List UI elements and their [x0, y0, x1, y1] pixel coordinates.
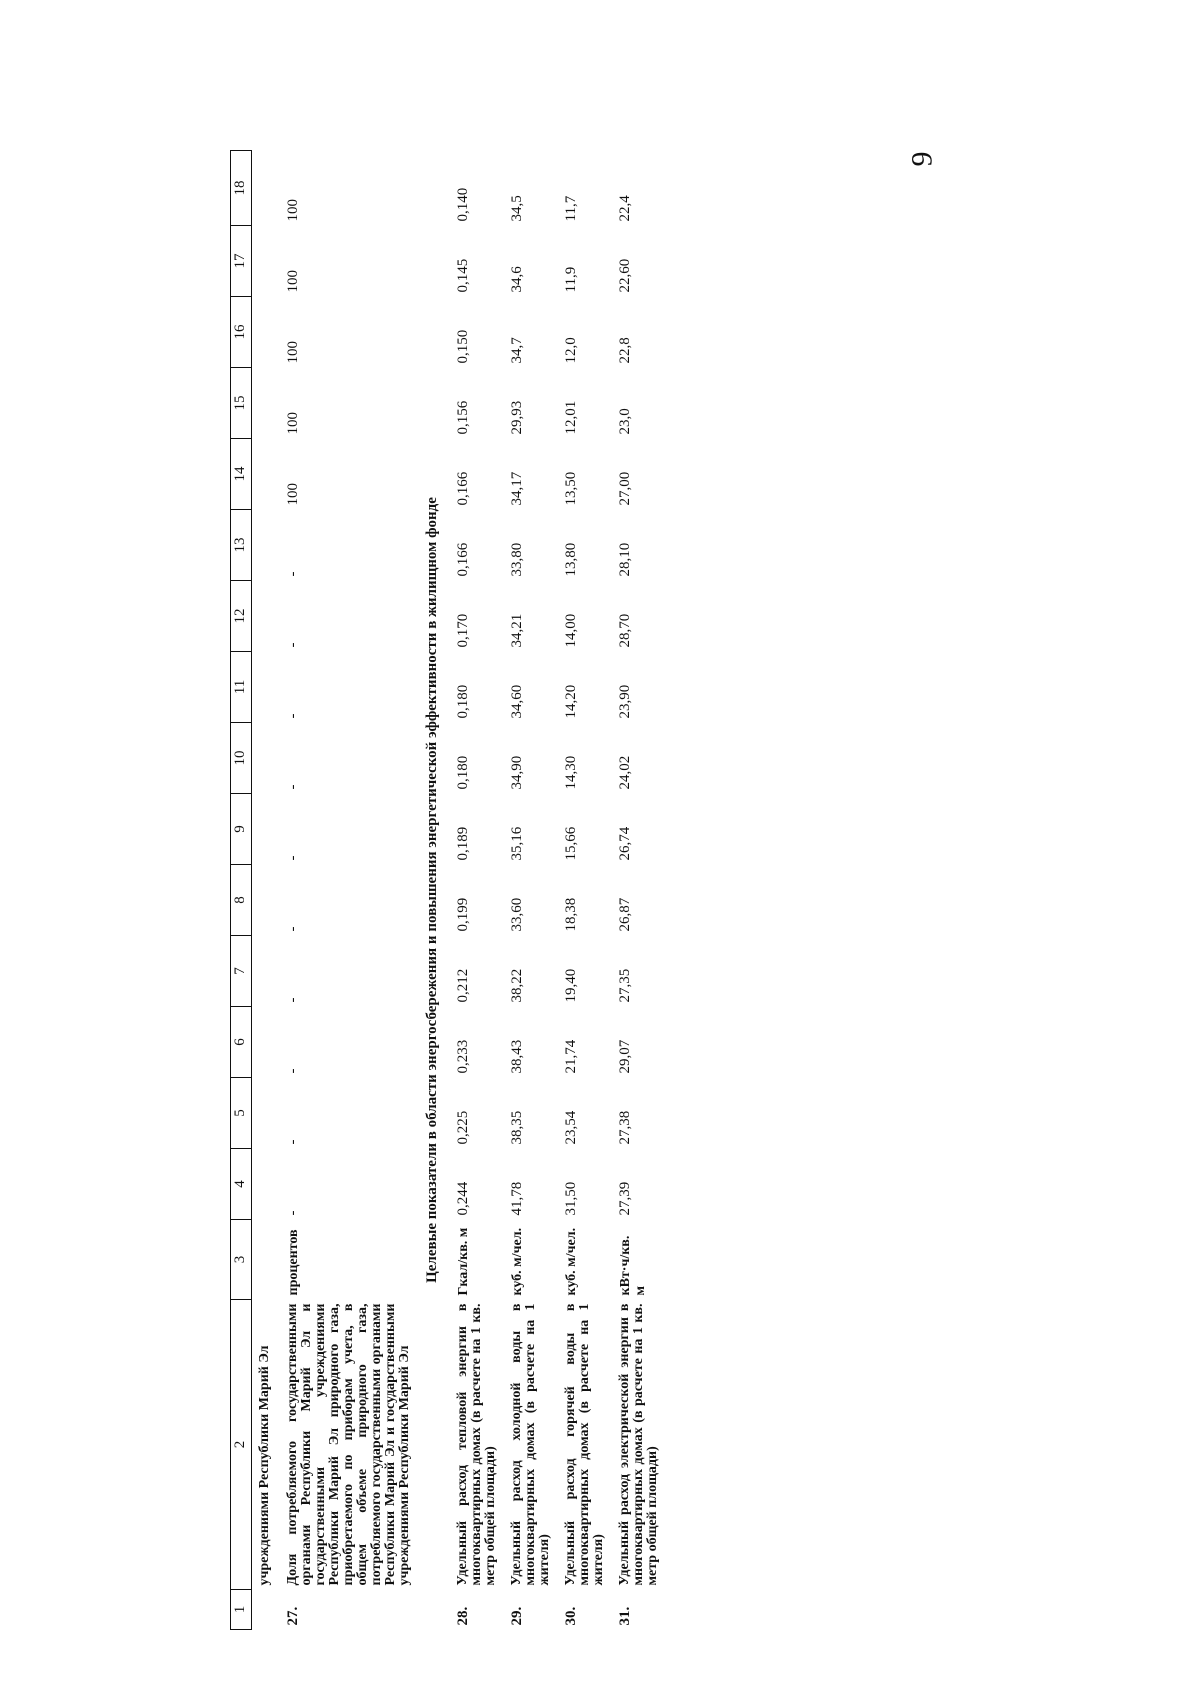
value-cell: 26,74	[617, 826, 633, 861]
column-number-7: 7	[231, 936, 252, 1007]
value-cell: 22,8	[617, 337, 633, 364]
row-description: Удельный расход горячей воды в многоквартирных домах (в расчете на 1 жителя)	[563, 1303, 606, 1586]
value-cell: 38,35	[509, 1110, 525, 1145]
value-cell: 0,233	[455, 1039, 471, 1074]
value-cell: 35,16	[509, 826, 525, 861]
column-number-11: 11	[231, 652, 252, 723]
row-description: Удельный расход холодной воды в многоквартирных домах (в расчете на 1 жителя)	[509, 1303, 552, 1586]
value-cell: 23,0	[617, 408, 633, 435]
column-number-15: 15	[231, 368, 252, 439]
row-unit: кВт·ч/кв. м	[618, 1235, 648, 1296]
column-number-6: 6	[231, 1007, 252, 1078]
value-cell: 21,74	[563, 1039, 579, 1074]
value-cell: 28,70	[617, 613, 633, 648]
value-cell: 27,38	[617, 1110, 633, 1145]
value-cell: 33,80	[509, 542, 525, 577]
row-description: учреждениями Республики Марий Эл	[257, 1345, 272, 1586]
value-cell: 15,66	[563, 826, 579, 861]
row-number: 27.	[285, 1606, 301, 1626]
value-cell: 34,60	[509, 684, 525, 719]
column-number-3: 3	[231, 1220, 252, 1300]
value-cell: 34,21	[509, 613, 525, 648]
table-row-continuation	[252, 151, 281, 1630]
value-cell: 13,50	[563, 471, 579, 506]
value-cell: 0,170	[455, 613, 471, 648]
value-cell: 23,54	[563, 1110, 579, 1145]
value-cell: 0,145	[455, 258, 471, 293]
value-cell: -	[285, 926, 301, 932]
value-cell: 12,0	[563, 337, 579, 364]
column-number-18: 18	[231, 151, 252, 226]
table-row-28	[450, 151, 504, 1630]
value-cell: 14,20	[563, 684, 579, 719]
value-cell: 33,60	[509, 897, 525, 932]
column-number-10: 10	[231, 723, 252, 794]
column-number-13: 13	[231, 510, 252, 581]
row-description: Удельный расход тепловой энергии в многоквартирных домах (в расчете на 1 кв. метр общей площади)	[455, 1303, 498, 1586]
value-cell: -	[285, 1210, 301, 1216]
value-cell: 22,4	[617, 195, 633, 222]
column-number-17: 17	[231, 226, 252, 297]
value-cell: 0,212	[455, 968, 471, 1003]
column-number-1: 1	[231, 1590, 252, 1630]
value-cell: 38,43	[509, 1039, 525, 1074]
value-cell: -	[285, 855, 301, 861]
row-description: Доля потребляемого государственными органами Республики Марий Эл и государственными учреждениями Республики Марий Эл природного газа, приобретаемого по приборам учета, в общем объеме природного газа, потребляемого государственными органами Республики Марий Эл и государственными учреждениями Республики Марий Эл	[285, 1303, 412, 1586]
value-cell: 24,02	[617, 755, 633, 790]
value-cell: 34,90	[509, 755, 525, 790]
table-row-27	[280, 151, 415, 1630]
row-number: 30.	[563, 1606, 579, 1626]
value-cell: 34,7	[509, 337, 525, 364]
row-number: 29.	[509, 1606, 525, 1626]
value-cell: -	[285, 1139, 301, 1145]
value-cell: 0,140	[455, 187, 471, 222]
value-cell: 22,60	[617, 258, 633, 293]
value-cell: 13,80	[563, 542, 579, 577]
value-cell: 0,156	[455, 400, 471, 435]
value-cell: 0,166	[455, 471, 471, 506]
value-cell: -	[285, 997, 301, 1003]
value-cell: -	[285, 713, 301, 719]
column-number-5: 5	[231, 1078, 252, 1149]
value-cell: 0,225	[455, 1110, 471, 1145]
value-cell: -	[285, 1068, 301, 1074]
value-cell: 0,189	[455, 826, 471, 861]
value-cell: 14,30	[563, 755, 579, 790]
row-number: 31.	[617, 1606, 633, 1626]
section-title-row	[415, 151, 450, 1630]
value-cell: 27,39	[617, 1181, 633, 1216]
value-cell: 0,180	[455, 684, 471, 719]
value-cell: 100	[285, 412, 301, 435]
section-title: Целевые показатели в области энергосбережения и повышения энергетической эффективности в жилищном фонде	[424, 497, 440, 1283]
value-cell: -	[285, 784, 301, 790]
column-number-12: 12	[231, 581, 252, 652]
row-unit: куб. м/чел.	[510, 1227, 525, 1296]
value-cell: 28,10	[617, 542, 633, 577]
column-number-14: 14	[231, 439, 252, 510]
value-cell: 0,166	[455, 542, 471, 577]
value-cell: 11,7	[563, 195, 579, 222]
table-row-30	[558, 151, 612, 1630]
value-cell: 29,93	[509, 400, 525, 435]
row-unit: Гкал/кв. м	[456, 1227, 471, 1296]
value-cell: 19,40	[563, 968, 579, 1003]
value-cell: 27,00	[617, 471, 633, 506]
value-cell: 38,22	[509, 968, 525, 1003]
value-cell: 34,6	[509, 266, 525, 293]
value-cell: 34,17	[509, 471, 525, 506]
value-cell: 100	[285, 483, 301, 506]
value-cell: 0,199	[455, 897, 471, 932]
value-cell: 12,01	[563, 400, 579, 435]
table-row-31	[612, 151, 666, 1630]
value-cell: 100	[285, 341, 301, 364]
value-cell: 27,35	[617, 968, 633, 1003]
value-cell: 18,38	[563, 897, 579, 932]
rotated-table-sheet	[230, 150, 990, 1630]
value-cell: -	[285, 571, 301, 577]
value-cell: 29,07	[617, 1039, 633, 1074]
column-number-8: 8	[231, 865, 252, 936]
value-cell: 23,90	[617, 684, 633, 719]
value-cell: 31,50	[563, 1181, 579, 1216]
row-number: 28.	[455, 1606, 471, 1626]
row-unit: куб. м/чел.	[564, 1227, 579, 1296]
value-cell: 14,00	[563, 613, 579, 648]
indicators-table	[230, 150, 666, 1630]
value-cell: 100	[285, 199, 301, 222]
column-number-4: 4	[231, 1149, 252, 1220]
value-cell: 0,180	[455, 755, 471, 790]
value-cell: 11,9	[563, 266, 579, 293]
page-number: 9	[905, 151, 939, 167]
table-row-29	[504, 151, 558, 1630]
value-cell: 41,78	[509, 1181, 525, 1216]
row-unit: процентов	[286, 1229, 301, 1296]
value-cell: 34,5	[509, 195, 525, 222]
value-cell: 0,244	[455, 1181, 471, 1216]
value-cell: 26,87	[617, 897, 633, 932]
column-number-2: 2	[231, 1300, 252, 1590]
value-cell: -	[285, 642, 301, 648]
column-number-row	[231, 151, 252, 1630]
value-cell: 0,150	[455, 329, 471, 364]
value-cell: 100	[285, 270, 301, 293]
row-description: Удельный расход электрической энергии в многоквартирных домах (в расчете на 1 кв. метр общей площади)	[617, 1303, 660, 1586]
column-number-16: 16	[231, 297, 252, 368]
column-number-9: 9	[231, 794, 252, 865]
